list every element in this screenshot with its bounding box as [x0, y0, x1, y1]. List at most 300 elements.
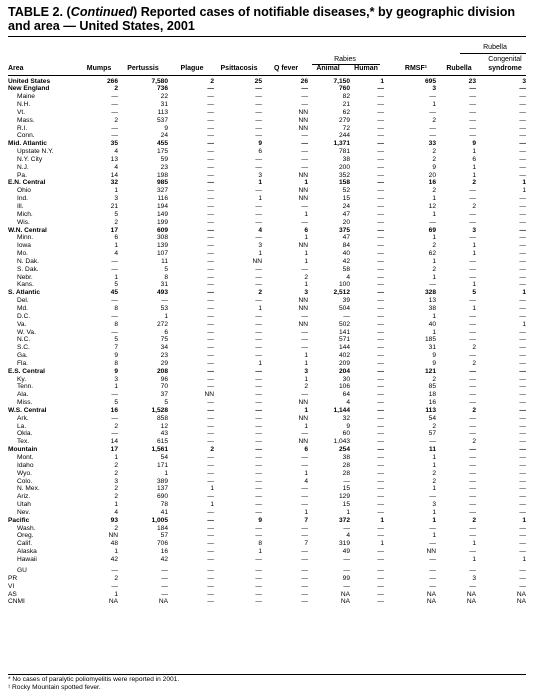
- table-row: [8, 305, 526, 313]
- rmsf-cell: 121: [424, 367, 436, 375]
- rabies-animal-cell: —: [343, 567, 350, 574]
- col-header-plague: Plague: [180, 65, 204, 72]
- plague-cell: —: [207, 532, 214, 540]
- psittacosis-cell: —: [255, 454, 262, 461]
- rmsf-cell: 1: [432, 516, 436, 524]
- congenital-syndrome-cell: —: [519, 85, 526, 93]
- pertussis-cell: NA: [158, 598, 168, 606]
- rmsf-cell: —: [429, 132, 436, 140]
- rabies-human-cell: 1: [380, 516, 384, 524]
- pertussis-cell: 609: [156, 226, 168, 234]
- rabies-human-cell: —: [377, 555, 384, 563]
- psittacosis-cell: —: [255, 438, 262, 446]
- rmsf-cell: 20: [428, 171, 436, 179]
- rabies-animal-cell: 82: [342, 93, 350, 101]
- area-name-cell: Ala.: [17, 391, 29, 399]
- rubella-group-header: Rubella: [483, 44, 507, 51]
- area-name-cell: Calif.: [17, 540, 33, 548]
- area-name-cell: GU: [17, 567, 27, 574]
- table-row: [8, 297, 526, 305]
- congenital-syndrome-cell: —: [519, 218, 526, 226]
- psittacosis-cell: —: [255, 383, 262, 391]
- rabies-human-cell: —: [377, 375, 384, 383]
- qfever-cell: —: [301, 574, 308, 582]
- congenital-syndrome-cell: —: [519, 582, 526, 590]
- rabies-human-cell: —: [377, 281, 384, 289]
- area-name-cell: E.N. Central: [8, 179, 46, 187]
- rmsf-cell: 1: [432, 210, 436, 218]
- rmsf-cell: —: [429, 540, 436, 548]
- rabies-human-cell: —: [377, 101, 384, 109]
- table-row: [8, 478, 526, 486]
- rmsf-cell: 2: [432, 469, 436, 477]
- area-name-cell: Maine: [17, 93, 35, 101]
- congenital-syndrome-cell: —: [519, 469, 526, 477]
- rabies-human-cell: —: [377, 590, 384, 598]
- rabies-human-cell: —: [377, 163, 384, 171]
- rmsf-cell: 2: [432, 477, 436, 485]
- table-row: [8, 85, 526, 93]
- pertussis-cell: 24: [160, 132, 168, 140]
- plague-cell: 2: [210, 77, 214, 85]
- rubella-cell: —: [469, 124, 476, 132]
- area-name-cell: Oreg.: [17, 532, 34, 540]
- psittacosis-cell: —: [255, 446, 262, 454]
- congenital-syndrome-cell: —: [519, 203, 526, 210]
- rabies-human-cell: —: [377, 116, 384, 124]
- rabies-animal-cell: 47: [342, 234, 350, 242]
- table-row: [8, 556, 526, 564]
- qfever-cell: 1: [304, 508, 308, 516]
- plague-cell: —: [207, 273, 214, 281]
- rubella-cell: —: [469, 422, 476, 430]
- table-row: [8, 438, 526, 446]
- plague-cell: —: [207, 399, 214, 407]
- psittacosis-cell: 9: [258, 516, 262, 524]
- rubella-cell: 3: [472, 574, 476, 582]
- rabies-animal-cell: —: [343, 555, 350, 563]
- table-row: [8, 399, 526, 407]
- mumps-cell: 2: [114, 524, 118, 532]
- qfever-cell: —: [301, 524, 308, 532]
- area-name-cell: Upstate N.Y.: [17, 148, 54, 156]
- qfever-cell: —: [301, 85, 308, 93]
- rmsf-cell: —: [429, 218, 436, 226]
- rabies-animal-cell: 319: [338, 540, 350, 548]
- rubella-cell: —: [469, 195, 476, 203]
- rmsf-cell: 2: [432, 265, 436, 273]
- mumps-cell: 2: [114, 218, 118, 226]
- table-row: [8, 219, 526, 227]
- psittacosis-cell: NN: [252, 257, 262, 265]
- congenital-syndrome-cell: —: [519, 414, 526, 422]
- rabies-human-cell: —: [377, 501, 384, 509]
- area-name-cell: Wash.: [17, 524, 36, 532]
- rabies-human-cell: —: [377, 93, 384, 101]
- congenital-syndrome-cell: —: [519, 461, 526, 469]
- plague-cell: —: [207, 461, 214, 469]
- rabies-animal-cell: 209: [338, 359, 350, 367]
- table-row: [8, 148, 526, 156]
- rubella-cell: 1: [472, 163, 476, 171]
- rubella-cell: —: [469, 391, 476, 399]
- mumps-cell: 1: [114, 187, 118, 195]
- area-name-cell: Kans.: [17, 281, 34, 289]
- rmsf-cell: —: [429, 493, 436, 501]
- rmsf-cell: 2: [432, 242, 436, 250]
- plague-cell: —: [207, 195, 214, 203]
- congenital-syndrome-cell: 3: [522, 77, 526, 85]
- qfever-cell: 3: [304, 367, 308, 375]
- rmsf-cell: 1: [432, 101, 436, 109]
- rabies-animal-cell: 1,144: [333, 406, 350, 414]
- psittacosis-cell: —: [255, 336, 262, 344]
- plague-cell: —: [207, 210, 214, 218]
- plague-cell: —: [207, 469, 214, 477]
- rabies-human-cell: —: [377, 187, 384, 195]
- rmsf-cell: 3: [432, 85, 436, 93]
- rmsf-cell: 2: [432, 155, 436, 163]
- qfever-cell: 7: [304, 516, 308, 524]
- plague-cell: —: [207, 582, 214, 590]
- congenital-syndrome-cell: —: [519, 210, 526, 218]
- congenital-syndrome-cell: 1: [522, 320, 526, 328]
- rabies-human-cell: —: [377, 265, 384, 273]
- qfever-cell: NN: [298, 320, 308, 328]
- congenital-syndrome-cell: NA: [516, 598, 526, 606]
- table-row: [8, 567, 526, 575]
- mumps-cell: 14: [110, 171, 118, 179]
- mumps-cell: 4: [114, 148, 118, 156]
- area-name-cell: Fla.: [17, 359, 28, 367]
- table-row: [8, 532, 526, 540]
- rmsf-cell: 185: [424, 336, 436, 344]
- congenital-syndrome-cell: —: [519, 548, 526, 556]
- congenital-syndrome-cell: —: [519, 226, 526, 234]
- congenital-syndrome-cell: —: [519, 195, 526, 203]
- mumps-cell: 1: [114, 273, 118, 281]
- qfever-cell: NN: [298, 187, 308, 195]
- psittacosis-cell: —: [255, 187, 262, 195]
- col-header-congenital-syndrome: syndrome: [488, 65, 522, 72]
- rabies-animal-cell: 279: [338, 116, 350, 124]
- congenital-syndrome-cell: —: [519, 493, 526, 501]
- table-row: [8, 493, 526, 501]
- pertussis-cell: 8: [164, 273, 168, 281]
- rmsf-cell: 1: [432, 454, 436, 461]
- qfever-cell: 1: [304, 281, 308, 289]
- rabies-animal-cell: 7,150: [333, 77, 350, 85]
- psittacosis-cell: —: [255, 132, 262, 140]
- pertussis-cell: 194: [156, 203, 168, 210]
- rubella-cell: —: [469, 582, 476, 590]
- rabies-animal-cell: 28: [342, 469, 350, 477]
- pertussis-cell: 12: [160, 422, 168, 430]
- plague-cell: —: [207, 430, 214, 438]
- rubella-cell: —: [469, 501, 476, 509]
- psittacosis-cell: —: [255, 598, 262, 606]
- rubella-cell: —: [469, 567, 476, 574]
- pertussis-cell: 1,528: [151, 406, 168, 414]
- rmsf-cell: 57: [428, 430, 436, 438]
- rabies-human-cell: —: [377, 85, 384, 93]
- rabies-animal-cell: 84: [342, 242, 350, 250]
- pertussis-cell: 107: [156, 250, 168, 258]
- mumps-cell: 2: [114, 493, 118, 501]
- psittacosis-cell: —: [255, 532, 262, 540]
- mumps-cell: —: [111, 328, 118, 336]
- congenital-syndrome-cell: 1: [522, 555, 526, 563]
- congenital-syndrome-cell: —: [519, 93, 526, 101]
- plague-cell: —: [207, 101, 214, 109]
- area-name-cell: S. Atlantic: [8, 289, 40, 297]
- pertussis-cell: —: [161, 574, 168, 582]
- pertussis-cell: 1: [164, 469, 168, 477]
- rubella-cell: 1: [472, 250, 476, 258]
- rabies-animal-cell: 4: [346, 399, 350, 407]
- mumps-cell: 1: [114, 548, 118, 556]
- plague-cell: —: [207, 590, 214, 598]
- mumps-cell: 5: [114, 399, 118, 407]
- table-row: [8, 227, 526, 235]
- rabies-animal-cell: 200: [338, 163, 350, 171]
- rabies-animal-cell: 571: [338, 336, 350, 344]
- col-header-qfever: Q fever: [273, 65, 299, 72]
- table-row: [8, 132, 526, 140]
- plague-cell: —: [207, 548, 214, 556]
- pertussis-cell: 7,580: [151, 77, 168, 85]
- pertussis-cell: 455: [156, 140, 168, 148]
- rmsf-cell: 16: [428, 179, 436, 187]
- area-name-cell: Minn.: [17, 234, 34, 242]
- qfever-cell: —: [301, 454, 308, 461]
- rmsf-cell: 12: [428, 203, 436, 210]
- congenital-syndrome-cell: —: [519, 532, 526, 540]
- rmsf-cell: 11: [429, 446, 436, 454]
- qfever-cell: —: [301, 485, 308, 493]
- pertussis-cell: —: [161, 567, 168, 574]
- mumps-cell: —: [111, 414, 118, 422]
- rabies-animal-cell: 502: [338, 320, 350, 328]
- pertussis-cell: 31: [160, 281, 168, 289]
- congenital-syndrome-cell: —: [519, 422, 526, 430]
- col-header-mumps: Mumps: [86, 65, 112, 72]
- congenital-syndrome-cell: —: [519, 375, 526, 383]
- psittacosis-cell: 25: [254, 77, 262, 85]
- area-name-cell: Del.: [17, 297, 29, 305]
- rabies-human-cell: —: [377, 226, 384, 234]
- plague-cell: —: [207, 289, 214, 297]
- qfever-cell: 26: [300, 77, 308, 85]
- rubella-cell: 3: [472, 226, 476, 234]
- area-name-cell: Pa.: [17, 171, 27, 179]
- congenital-syndrome-cell: —: [519, 501, 526, 509]
- congenital-syndrome-cell: —: [519, 273, 526, 281]
- rabies-human-cell: —: [377, 140, 384, 148]
- rabies-human-cell: —: [377, 567, 384, 574]
- rabies-animal-cell: 15: [342, 195, 350, 203]
- rmsf-cell: 40: [428, 320, 436, 328]
- mumps-cell: —: [111, 297, 118, 305]
- area-name-cell: VI: [8, 582, 15, 590]
- congenital-syndrome-cell: —: [519, 155, 526, 163]
- qfever-cell: 2: [304, 383, 308, 391]
- area-name-cell: Ga.: [17, 352, 28, 360]
- rubella-cell: —: [469, 85, 476, 93]
- psittacosis-cell: 2: [258, 289, 262, 297]
- table-row: [8, 336, 526, 344]
- psittacosis-cell: 3: [258, 242, 262, 250]
- pertussis-cell: 116: [157, 195, 168, 203]
- area-name-cell: Conn.: [17, 132, 35, 140]
- rabies-human-cell: —: [377, 304, 384, 312]
- pertussis-cell: 23: [160, 352, 168, 360]
- rmsf-cell: —: [429, 555, 436, 563]
- pertussis-cell: 41: [160, 508, 168, 516]
- rabies-animal-cell: 30: [342, 375, 350, 383]
- plague-cell: —: [207, 116, 214, 124]
- qfever-cell: —: [301, 532, 308, 540]
- area-name-cell: Md.: [17, 304, 28, 312]
- rmsf-cell: 2: [432, 375, 436, 383]
- psittacosis-cell: —: [255, 422, 262, 430]
- pertussis-cell: 272: [156, 320, 168, 328]
- rabies-animal-cell: 244: [338, 132, 350, 140]
- mumps-cell: 1: [114, 590, 118, 598]
- rubella-cell: —: [469, 367, 476, 375]
- table-row: [8, 321, 526, 329]
- rabies-animal-cell: 504: [338, 304, 350, 312]
- area-name-cell: W. Va.: [17, 328, 36, 336]
- rabies-animal-cell: 28: [342, 461, 350, 469]
- area-name-cell: Tenn.: [17, 383, 34, 391]
- qfever-cell: —: [301, 336, 308, 344]
- rmsf-cell: 2: [432, 422, 436, 430]
- pertussis-cell: 29: [160, 359, 168, 367]
- psittacosis-cell: —: [255, 101, 262, 109]
- plague-cell: —: [207, 85, 214, 93]
- header-top-rule: [8, 36, 526, 37]
- mumps-cell: 7: [114, 344, 118, 352]
- rubella-cell: 2: [472, 406, 476, 414]
- rabies-human-cell: —: [377, 132, 384, 140]
- pertussis-cell: 985: [156, 179, 168, 187]
- qfever-cell: —: [301, 163, 308, 171]
- mumps-cell: 6: [114, 234, 118, 242]
- table-title: TABLE 2. (Continued) Reported cases of notifiable diseases,* by geographic division and area — United States, 2001: [8, 5, 516, 33]
- congenital-syndrome-cell: —: [519, 477, 526, 485]
- area-name-cell: Mass.: [17, 116, 35, 124]
- qfever-cell: —: [301, 548, 308, 556]
- mumps-cell: —: [111, 124, 118, 132]
- rmsf-cell: 9: [432, 359, 436, 367]
- pertussis-cell: 184: [156, 524, 168, 532]
- congenital-syndrome-cell: —: [519, 171, 526, 179]
- notifiable-diseases-table: [8, 78, 526, 607]
- rubella-cell: 6: [472, 155, 476, 163]
- qfever-cell: —: [301, 598, 308, 606]
- qfever-cell: —: [301, 93, 308, 101]
- rabies-animal-cell: NA: [340, 598, 350, 606]
- rmsf-cell: 2: [432, 148, 436, 156]
- rmsf-cell: 1: [432, 312, 436, 320]
- pertussis-cell: 1,005: [151, 516, 168, 524]
- rubella-cell: 2: [472, 179, 476, 187]
- plague-cell: —: [207, 257, 214, 265]
- mumps-cell: —: [111, 567, 118, 574]
- rabies-animal-cell: 781: [338, 148, 350, 156]
- table-row: [8, 329, 526, 337]
- plague-cell: —: [207, 108, 214, 116]
- table-row: [8, 517, 526, 525]
- rabies-human-cell: —: [377, 124, 384, 132]
- qfever-cell: —: [301, 101, 308, 109]
- area-name-cell: United States: [8, 77, 51, 85]
- table-row: [8, 383, 526, 391]
- plague-cell: —: [207, 344, 214, 352]
- table-row: [8, 195, 526, 203]
- congenital-syndrome-cell: —: [519, 101, 526, 109]
- rabies-human-cell: —: [377, 532, 384, 540]
- rubella-cell: 1: [472, 148, 476, 156]
- rubella-cell: NA: [466, 598, 476, 606]
- psittacosis-cell: —: [255, 574, 262, 582]
- rabies-animal-cell: NA: [340, 590, 350, 598]
- qfever-cell: —: [301, 493, 308, 501]
- mumps-cell: 2: [114, 485, 118, 493]
- table-row: [8, 313, 526, 321]
- congenital-syndrome-cell: 1: [522, 179, 526, 187]
- psittacosis-cell: —: [255, 218, 262, 226]
- area-name-cell: E.S. Central: [8, 367, 46, 375]
- rabies-human-cell: —: [377, 422, 384, 430]
- table-row: [8, 164, 526, 172]
- pertussis-cell: 736: [156, 85, 168, 93]
- rabies-human-cell: —: [377, 273, 384, 281]
- rabies-animal-cell: 58: [342, 265, 350, 273]
- rubella-cell: —: [469, 430, 476, 438]
- rubella-cell: —: [469, 454, 476, 461]
- psittacosis-cell: 1: [258, 359, 262, 367]
- plague-cell: —: [207, 567, 214, 574]
- plague-cell: —: [207, 132, 214, 140]
- pertussis-cell: 42: [160, 555, 168, 563]
- rmsf-cell: NA: [426, 598, 436, 606]
- qfever-cell: —: [301, 501, 308, 509]
- psittacosis-cell: —: [255, 477, 262, 485]
- area-name-cell: Iowa: [17, 242, 31, 250]
- pertussis-cell: 11: [161, 257, 168, 265]
- table-row: [8, 281, 526, 289]
- table-row: [8, 203, 526, 211]
- rabies-human-cell: —: [377, 250, 384, 258]
- rubella-cell: 23: [468, 77, 476, 85]
- rmsf-cell: —: [429, 574, 436, 582]
- table-row: [8, 250, 526, 258]
- psittacosis-cell: —: [255, 399, 262, 407]
- table-row: [8, 415, 526, 423]
- area-name-cell: Wis.: [17, 218, 30, 226]
- qfever-cell: —: [301, 328, 308, 336]
- psittacosis-cell: —: [255, 344, 262, 352]
- qfever-cell: 1: [304, 359, 308, 367]
- qfever-cell: NN: [298, 195, 308, 203]
- rabies-animal-cell: 42: [342, 257, 350, 265]
- continued-label: Continued: [70, 5, 134, 19]
- rubella-cell: —: [469, 320, 476, 328]
- mumps-cell: 9: [114, 367, 118, 375]
- psittacosis-cell: 6: [258, 148, 262, 156]
